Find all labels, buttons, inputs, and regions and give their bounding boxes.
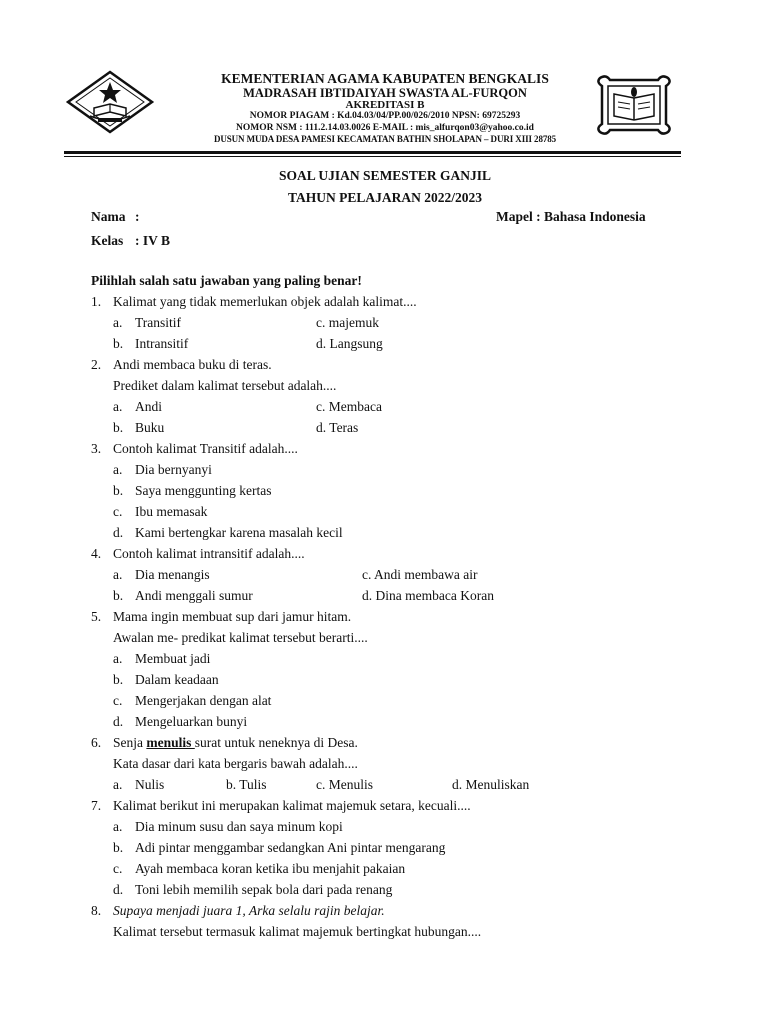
instruction: Pilihlah salah satu jawaban yang paling benar!: [91, 273, 362, 288]
header-divider-thin: [64, 156, 681, 157]
question-text: Supaya menjadi juara 1, Arka selalu rajin belajar.: [113, 903, 385, 918]
option: c. Ibu memasak: [113, 504, 208, 519]
school-emblem-icon: [592, 72, 676, 138]
option: c. Mengerjakan dengan alat: [113, 693, 272, 708]
option: d. Langsung: [316, 336, 383, 351]
option: c. Ayah membaca koran ketika ibu menjahit pakaian: [113, 861, 406, 876]
option: b. Andi menggali sumur: [113, 588, 253, 603]
header-accreditation: AKREDITASI B: [345, 99, 425, 111]
question-number: 1.: [91, 294, 102, 309]
option: d. Kami bertengkar karena masalah kecil: [113, 525, 343, 540]
header-address: DUSUN MUDA DESA PAMESI KECAMATAN BATHIN SHOLAPAN – DURI XIII 28785: [213, 134, 557, 144]
header-nsm-email: NOMOR NSM : 111.2.14.03.0026 E-MAIL : mis_alfurqon03@yahoo.co.id: [236, 123, 534, 133]
option: b. Intransitif: [113, 336, 189, 351]
question-number: 5.: [91, 609, 102, 624]
underlined-word: menulis: [146, 735, 195, 750]
option: c. Andi membawa air: [362, 567, 478, 582]
question-text: Kalimat yang tidak memerlukan objek adalah kalimat....: [113, 294, 417, 309]
header-school-name: MADRASAH IBTIDAIYAH SWASTA AL-FURQON: [243, 86, 527, 100]
student-name-field: Nama :: [91, 209, 140, 224]
option: b. Buku: [113, 420, 165, 435]
question-text: Prediket dalam kalimat tersebut adalah....: [113, 378, 337, 393]
question-number: 2.: [91, 357, 102, 372]
option: a. Dia bernyanyi: [113, 462, 212, 477]
option: a. Transitif: [113, 315, 182, 330]
option: d. Dina membaca Koran: [362, 588, 494, 603]
question-text: Awalan me- predikat kalimat tersebut berarti....: [113, 630, 368, 645]
option: a. Dia menangis: [113, 567, 210, 582]
class-field: Kelas : IV B: [91, 233, 171, 248]
header-ministry: KEMENTERIAN AGAMA KABUPATEN BENGKALIS: [221, 71, 549, 86]
option: d. Menuliskan: [452, 777, 530, 792]
exam-year: TAHUN PELAJARAN 2022/2023: [287, 190, 482, 205]
kemenag-emblem-icon: [66, 70, 154, 134]
question-text: Kata dasar dari kata bergaris bawah adalah....: [113, 756, 358, 771]
question-text: Kalimat berikut ini merupakan kalimat majemuk setara, kecuali....: [113, 798, 471, 813]
option: c. majemuk: [316, 315, 379, 330]
question-text: Andi membaca buku di teras.: [113, 357, 272, 372]
option: d. Teras: [316, 420, 359, 435]
option: d. Toni lebih memilih sepak bola dari pada renang: [113, 882, 393, 897]
option: d. Mengeluarkan bunyi: [113, 714, 248, 729]
question-number: 4.: [91, 546, 102, 561]
subject-label: Mapel : Bahasa Indonesia: [496, 209, 646, 224]
question-text: Kalimat tersebut termasuk kalimat majemuk bertingkat hubungan....: [113, 924, 482, 939]
question-text: Contoh kalimat Transitif adalah....: [113, 441, 298, 456]
option: b. Tulis: [226, 777, 267, 792]
question-text: Mama ingin membuat sup dari jamur hitam.: [113, 609, 352, 624]
question-text: Contoh kalimat intransitif adalah....: [113, 546, 305, 561]
option: b. Dalam keadaan: [113, 672, 219, 687]
exam-title: SOAL UJIAN SEMESTER GANJIL: [279, 168, 491, 183]
header-divider-thick: [64, 151, 681, 154]
header-piagam: NOMOR PIAGAM : Kd.04.03/04/PP.00/026/2010 NPSN: 69725293: [249, 111, 521, 121]
question-number: 8.: [91, 903, 102, 918]
question-number: 3.: [91, 441, 102, 456]
option: a. Andi: [113, 399, 162, 414]
option: c. Membaca: [316, 399, 382, 414]
option: c. Menulis: [316, 777, 374, 792]
question-number: 6.: [91, 735, 102, 750]
option: a. Dia minum susu dan saya minum kopi: [113, 819, 343, 834]
option: a. Nulis: [113, 777, 165, 792]
question-text: Senja menulis surat untuk neneknya di Desa.: [113, 735, 358, 750]
question-number: 7.: [91, 798, 102, 813]
option: b. Adi pintar menggambar sedangkan Ani pintar mengarang: [113, 840, 446, 855]
option: a. Membuat jadi: [113, 651, 211, 666]
option: b. Saya menggunting kertas: [113, 483, 272, 498]
